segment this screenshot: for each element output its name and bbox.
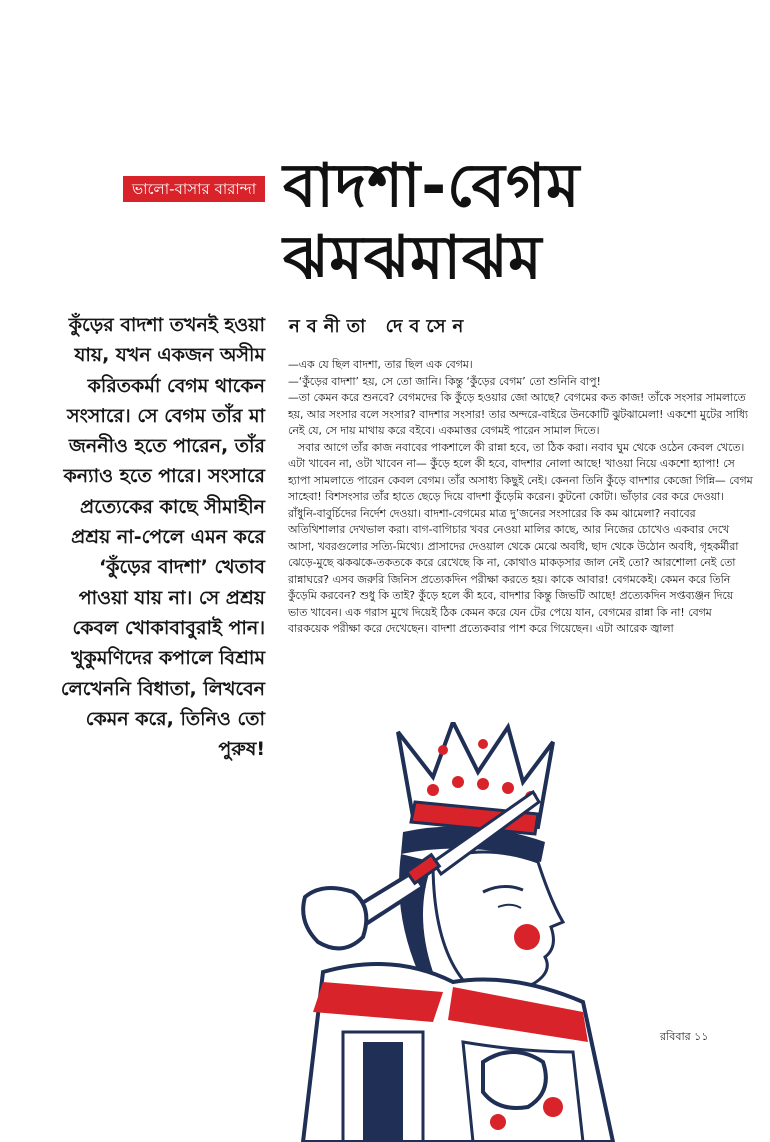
article-title — [283, 150, 753, 294]
crown — [398, 722, 553, 834]
hand — [303, 888, 366, 948]
cheek — [514, 924, 540, 950]
article-body — [288, 357, 754, 638]
body-paragraph: —তা কেমন করে শুনবে? বেগমদের কি কুঁড়ে হওয়ার জো আছে? বেগমের কত কাজ! তাঁকে সংসার সামলাতে হয়, আর সংসার বলে সংসার? বাদশার সংসার! তার অন্দরে-বাইরে উনকোটি ঝুটঝামেলা! একশো মুটের সাধ্যি নেই যে, সে দায় মাথায় করে বইবে। একমাত্তর বেগমই পারেন সামাল দিতে। — [288, 391, 749, 437]
page-folio: রবিবার ১১ — [660, 1030, 709, 1043]
queen-of-hearts-illustration — [283, 722, 653, 1142]
face — [433, 852, 563, 988]
author-byline: নবনীতা দেবসেন — [289, 316, 471, 337]
section-tag: ভালো-বাসার বারান্দা — [123, 176, 265, 202]
body-paragraph: —‘কুঁড়ের বাদশা’ হয়, সে তো জানি। কিন্তু ‘কুঁড়ের বেগম’ তো শুনিনি বাপু! — [288, 374, 601, 388]
robe — [303, 964, 613, 1142]
title-line-1: বাদশা-বেগম — [283, 151, 581, 221]
lower-hand — [483, 1052, 546, 1108]
body-paragraph: —এক যে ছিল বাদশা, তার ছিল এক বেগম। — [288, 358, 473, 371]
title-line-2: ঝমঝমাঝম — [283, 223, 543, 293]
body-paragraph: সবার আগে তাঁর কাজ নবাবের পাকশালে কী রান্না হবে, তা ঠিক করা। নবাব ঘুম থেকে ওঠেন কেবল খেতে। এটা খাবেন না, ওটা খাবেন না— কুঁড়ে হলে কী হবে, বাদশার নোলা আছে! খাওয়া নিয়ে একশো হ্যাপা! সে হ্যাপা সামলাতে পারেন কেবল বেগম। তাঁর অসাধ্য কিছুই নেই। কেননা তিনি কুঁড়ে বাদশার কেজো গিন্নি— বেগম সাহেবা! বিশসংসার তাঁর হাতে ছেড়ে দিয়ে বাদশা কুঁড়েমি করেন। কুটনো কোটা। ভাঁড়ার বের করে দেওয়া। রাঁধুনি-বাবুর্চিদের নির্দেশ দেওয়া। বাদশা-বেগমের মাত্র দু’জনের সংসারের কি কম ঝামেলা? নবাবের অতিথিশালার দেখভাল করা। বাগ-বাগিচার খবর নেওয়া মালির কাছে, আর নিজের চোখেও একবার দেখে আসা, খবরগুলোর সত্যি-মিথ্যে। প্রাসাদের দেওয়াল থেকে মেঝে অবধি, ছাদ থেকে উঠোন অবধি, গৃহকর্মীরা ঝেড়ে-মুছে ঝকঝকে-তকতকে করে রেখেছে কি না, কোথাও মাকড়সার জাল নেই তো? আরশোলা নেই তো রান্নাঘরে? এসব জরুরি জিনিস প্রত্যেকদিন পরীক্ষা করতে হয়। কাকে আবার! বেগমকেই। কেমন করে তিনি কুঁড়েমি করবেন? শুধু কি তাই? কুঁড়ে হলে কী হবে, বাদশার কিন্তু জিভটি আছে! প্রত্যেকদিন সপ্তব্যঞ্জন দিয়ে ভাত খাবেন। এক গরাস মুখে দিয়েই ঠিক কেমন করে যেন টের পেয়ে যান, বেগমের রান্না কি না! বেগম বারকয়েক পরীক্ষা করে দেখেছেন। বাদশা প্রত্যেকবার পাশ করে গিয়েছেন। এটা আরেক জ্বালা — [288, 440, 753, 635]
pull-quote: কুঁড়ের বাদশা তখনই হওয়া যায়, যখন একজন অসীম করিতকর্মা বেগম থাকেন সংসারে। সে বেগম তাঁর মা জননীও হতে পারেন, তাঁর কন্যাও হতে পারে। সংসারে প্রত্যেকের কাছে সীমাহীন প্রশ্রয় না-পেলে এমন করে ‘কুঁড়ের বাদশা’ খেতাব পাওয়া যায় না। সে প্রশ্রয় কেবল খোকাবাবুরাই পান। খুকুমণিদের কপালে বিশ্রাম লেখেননি বিধাতা, লিখবেন কেমন করে, তিনিও তো পুরুষ! — [60, 314, 265, 761]
